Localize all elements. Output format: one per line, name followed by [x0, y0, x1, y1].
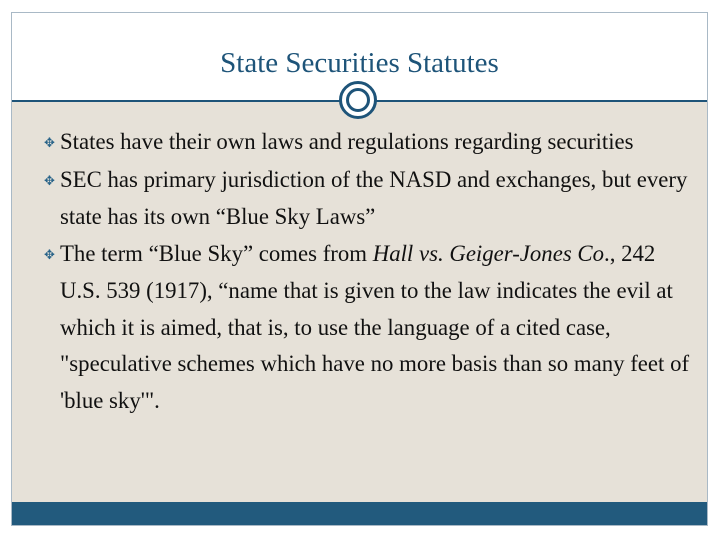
bullet-text: SEC has primary jurisdiction of the NASD and exchanges, but every state has its own “Blue Sky Laws”	[60, 166, 688, 229]
bullet-text: States have their own laws and regulations regarding securities	[60, 129, 634, 154]
bullet-icon: ✥	[44, 246, 55, 262]
bullet-item	[44, 236, 694, 420]
bullet-item	[44, 162, 694, 236]
bullet-list	[44, 124, 694, 419]
footer-bar	[12, 502, 707, 525]
bullet-text-after: ., 242 U.S. 539 (1917), “name that is given to the law indicates the evil at which it is aimed, that is, to use the language of a cited case, "speculative schemes which have no more basis than so many feet of 'blue sky'".	[60, 240, 690, 413]
bullet-icon: ✥	[44, 135, 55, 150]
circle-ornament-inner	[346, 88, 370, 112]
case-name-italic: Hall vs. Geiger-Jones Co	[372, 240, 604, 266]
bullet-icon: ✥	[44, 172, 55, 188]
bullet-item	[44, 124, 694, 162]
bullet-text-before: The term “Blue Sky” comes from	[60, 240, 373, 266]
circle-ornament-icon	[339, 81, 377, 119]
slide-title: State Securities Statutes	[220, 47, 499, 79]
